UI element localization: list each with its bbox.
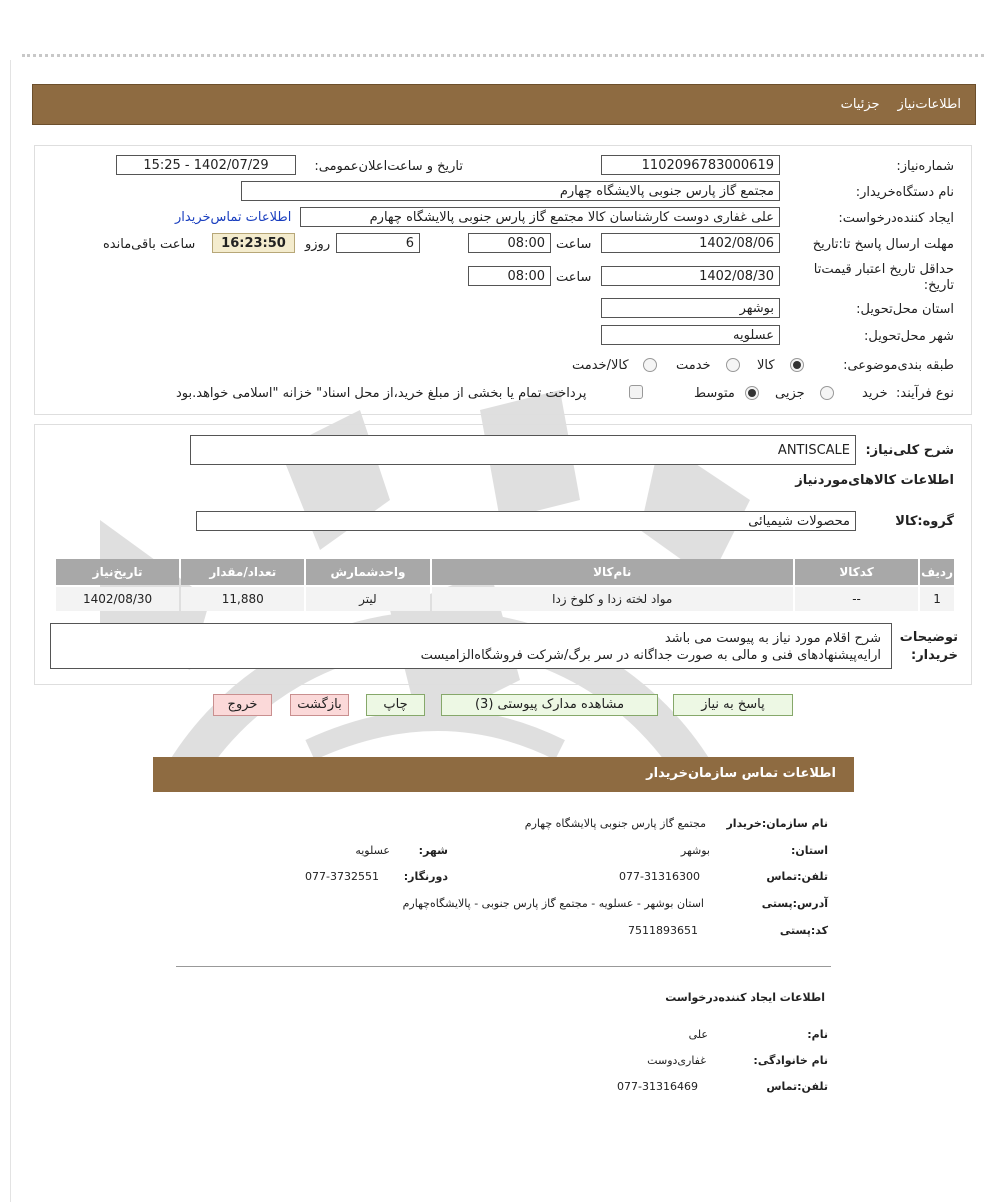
category-goods-label: کالا bbox=[757, 358, 775, 373]
deadline-date-field: 1402/08/06 bbox=[601, 233, 780, 253]
deadline-label: مهلت ارسال پاسخ تا:تاریخ bbox=[812, 237, 954, 252]
unit-cell: لیتر bbox=[306, 587, 429, 611]
announce-date-label: تاریخ و ساعت‌اعلان‌عمومی: bbox=[314, 159, 463, 174]
contact-phone-label: تلفن:تماس bbox=[766, 870, 828, 883]
category-service-radio[interactable] bbox=[726, 358, 740, 372]
col-quantity: تعداد/مقدار bbox=[181, 559, 304, 585]
announce-date-field: 1402/07/29 - 15:25 bbox=[116, 155, 296, 175]
header-title: اطلاعات‌نیاز bbox=[897, 97, 961, 112]
category-label: طبقه بندی‌موضوعی: bbox=[843, 358, 954, 373]
row-number-cell: 1 bbox=[920, 587, 954, 611]
contact-fax-label: دورنگار: bbox=[403, 870, 448, 883]
validity-label-line2: تاریخ: bbox=[923, 278, 954, 293]
item-code-cell: -- bbox=[795, 587, 918, 611]
goods-table bbox=[54, 557, 956, 613]
creator-name-value: علی bbox=[688, 1028, 708, 1041]
col-need-date: تاریخ‌نیاز bbox=[56, 559, 179, 585]
contact-fax-value: 077-3732551 bbox=[305, 870, 379, 883]
city-label: شهر محل‌تحویل: bbox=[864, 329, 954, 344]
need-date-cell: 1402/08/30 bbox=[56, 587, 179, 611]
contact-city-label: شهر: bbox=[418, 844, 448, 857]
contact-postal-value: 7511893651 bbox=[628, 924, 698, 937]
need-summary-label: شرح کلی‌نیاز: bbox=[865, 443, 954, 458]
table-row bbox=[56, 587, 954, 611]
buyer-contact-header bbox=[153, 757, 854, 792]
province-label: استان محل‌تحویل: bbox=[856, 302, 954, 317]
header-details-tab[interactable]: جزئیات bbox=[840, 97, 880, 112]
remaining-time-label: ساعت باقی‌مانده bbox=[103, 237, 196, 252]
contact-divider bbox=[176, 966, 831, 967]
contact-province-label: استان: bbox=[791, 844, 828, 857]
quantity-cell: 11,880 bbox=[181, 587, 304, 611]
creator-info-title: اطلاعات ایجاد کننده‌درخواست bbox=[665, 991, 825, 1004]
contact-org-label: نام سازمان:خریدار bbox=[726, 817, 828, 830]
validity-label-line1: حداقل تاریخ اعتبار قیمت‌تا bbox=[813, 262, 954, 277]
deadline-time-field: 08:00 bbox=[468, 233, 551, 253]
process-medium-label: متوسط bbox=[694, 386, 735, 401]
creator-phone-value: 077-31316469 bbox=[617, 1080, 698, 1093]
creator-field: علی غفاری دوست کارشناسان کالا مجتمع گاز پارس جنوبی پالایشگاه چهارم bbox=[300, 207, 780, 227]
col-unit: واحدشمارش bbox=[306, 559, 429, 585]
buyer-org-field: مجتمع گاز پارس جنوبی پالایشگاه چهارم bbox=[241, 181, 780, 201]
buyer-contact-title: اطلاعات تماس سازمان‌خریدار bbox=[646, 766, 836, 781]
back-button[interactable]: بازگشت bbox=[290, 694, 349, 716]
reply-to-need-button[interactable]: پاسخ به نیاز bbox=[673, 694, 793, 716]
contact-postal-label: کد:پستی bbox=[779, 924, 828, 937]
left-border-line bbox=[10, 60, 11, 1202]
process-type-label: نوع فرآیند: bbox=[896, 386, 954, 401]
validity-date-field: 1402/08/30 bbox=[601, 266, 780, 286]
days-label: روزو bbox=[305, 237, 331, 252]
category-service-label: خدمت bbox=[676, 358, 711, 373]
goods-table-header bbox=[56, 559, 954, 585]
buyer-org-label: نام دستگاه‌خریدار: bbox=[855, 185, 954, 200]
validity-time-label: ساعت bbox=[556, 270, 592, 285]
goods-section-title: اطلاعات کالاهای‌موردنیاز bbox=[795, 473, 954, 488]
creator-phone-label: تلفن:تماس bbox=[766, 1080, 828, 1093]
buyer-contact-link[interactable]: اطلاعات تماس‌خریدار bbox=[175, 210, 292, 225]
province-field: بوشهر bbox=[601, 298, 780, 318]
buyer-notes-label-line1: توضیحات bbox=[899, 630, 958, 645]
top-dotted-divider bbox=[22, 54, 984, 57]
days-field: 6 bbox=[336, 233, 420, 253]
deadline-time-label: ساعت bbox=[556, 237, 592, 252]
treasury-payment-label: پرداخت تمام یا بخشی از مبلغ خرید،از محل اسناد" خزانه "اسلامی خواهد.بود bbox=[176, 386, 587, 401]
creator-family-value: غفاری‌دوست bbox=[647, 1054, 706, 1067]
contact-province-value: بوشهر bbox=[680, 844, 710, 857]
creator-family-label: نام خانوادگی: bbox=[753, 1054, 828, 1067]
goods-group-label: گروه:کالا bbox=[895, 514, 954, 529]
page-header-bar bbox=[32, 84, 976, 125]
contact-phone-value: 077-31316300 bbox=[619, 870, 700, 883]
category-goods-radio[interactable] bbox=[790, 358, 804, 372]
process-minor-radio[interactable] bbox=[820, 386, 834, 400]
need-summary-field: ANTISCALE bbox=[190, 435, 856, 465]
buyer-notes-line1: شرح اقلام مورد نیاز به پیوست می باشد bbox=[664, 631, 881, 646]
view-attachments-button[interactable]: مشاهده مدارک پیوستی (3) bbox=[441, 694, 658, 716]
process-medium-radio[interactable] bbox=[745, 386, 759, 400]
city-field: عسلویه bbox=[601, 325, 780, 345]
category-goods-service-radio[interactable] bbox=[643, 358, 657, 372]
remaining-time-field: 16:23:50 bbox=[212, 233, 295, 253]
category-goods-service-label: کالا/خدمت bbox=[572, 358, 629, 373]
need-number-label: شماره‌نیاز: bbox=[896, 159, 954, 174]
process-minor-label: جزیی bbox=[775, 386, 805, 401]
buyer-notes-box bbox=[50, 623, 892, 669]
contact-org-value: مجتمع گاز پارس جنوبی پالایشگاه چهارم bbox=[524, 817, 706, 830]
contact-city-value: عسلویه bbox=[355, 844, 390, 857]
creator-name-label: نام: bbox=[807, 1028, 828, 1041]
buyer-notes-label-line2: خریدار: bbox=[911, 648, 958, 663]
col-item-code: کدکالا bbox=[795, 559, 918, 585]
print-button[interactable]: چاپ bbox=[366, 694, 425, 716]
validity-time-field: 08:00 bbox=[468, 266, 551, 286]
item-name-cell: مواد لخته زدا و کلوخ زدا bbox=[432, 587, 793, 611]
col-row-number: ردیف bbox=[920, 559, 954, 585]
treasury-payment-checkbox[interactable] bbox=[629, 385, 643, 399]
contact-address-value: استان بوشهر - عسلویه - مجتمع گاز پارس جنوبی - پالایشگاه‌چهارم bbox=[402, 897, 704, 910]
process-buy-label: خرید bbox=[862, 386, 888, 401]
col-item-name: نام‌کالا bbox=[432, 559, 793, 585]
need-number-field: 1102096783000619 bbox=[601, 155, 780, 175]
creator-label: ایجاد کننده‌درخواست: bbox=[838, 211, 954, 226]
buyer-notes-line2: ارایه‌پیشنهادهای فنی و مالی به صورت جداگانه در سر برگ/شرکت فروشگاه‌الزامیست bbox=[420, 648, 881, 663]
goods-group-field: محصولات شیمیائی bbox=[196, 511, 856, 531]
exit-button[interactable]: خروج bbox=[213, 694, 272, 716]
contact-address-label: آدرس:پستی bbox=[761, 897, 828, 910]
